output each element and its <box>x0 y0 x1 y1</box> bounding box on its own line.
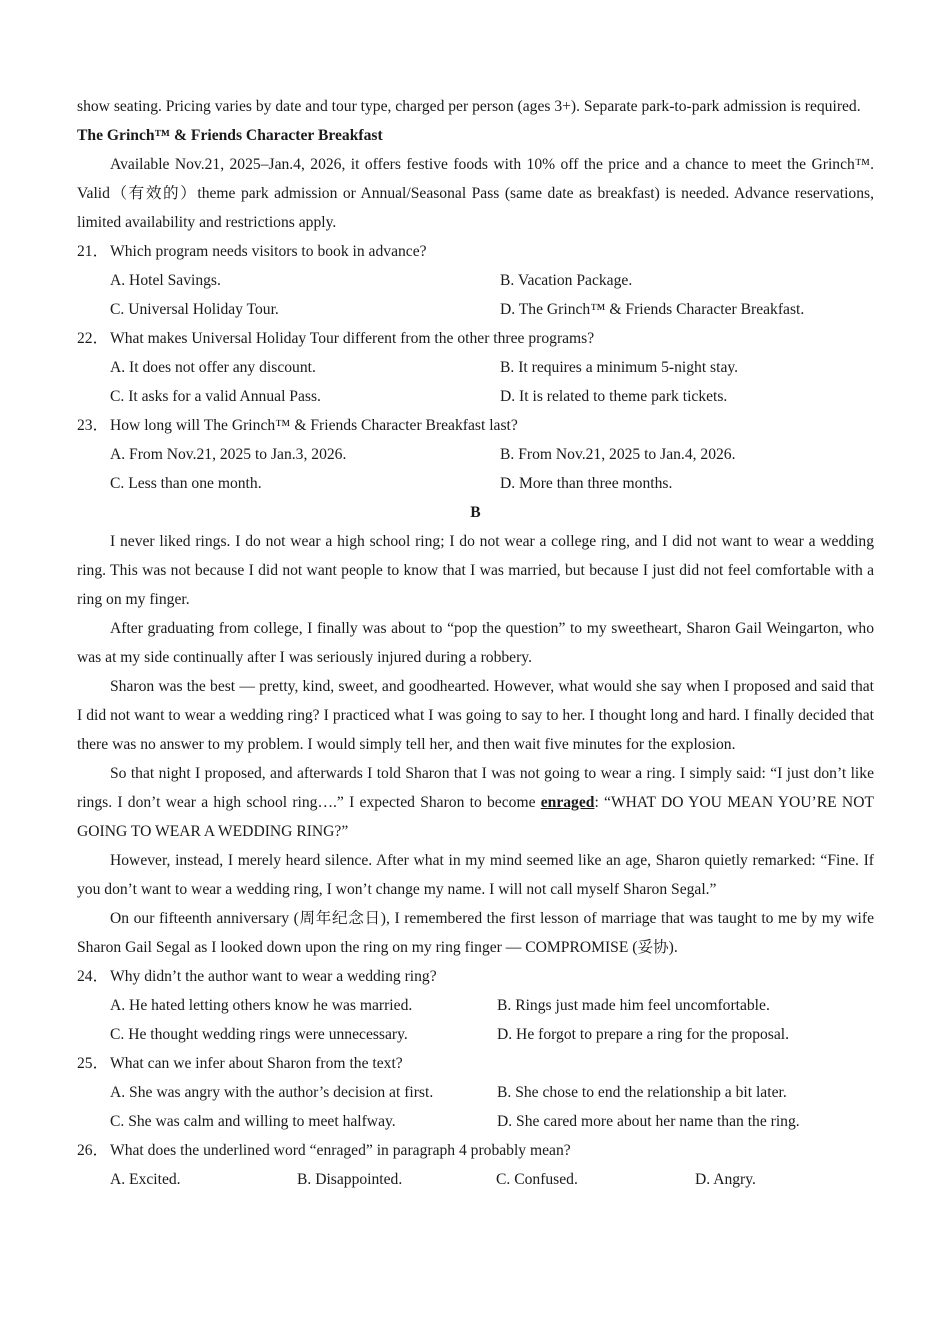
option-c: C. He thought wedding rings were unnecessary. <box>110 1026 408 1043</box>
option-a: A. She was angry with the author’s decision at first. <box>110 1084 434 1101</box>
passage-paragraph <box>77 759 874 846</box>
option-b: B. From Nov.21, 2025 to Jan.4, 2026. <box>500 446 736 463</box>
paragraph-text: : “WHAT DO YOU MEAN YOU’RE NOT GOING TO WEAR A WEDDING RING?” <box>77 794 874 840</box>
option-a: A. He hated letting others know he was married. <box>110 997 413 1014</box>
option-b: B. Disappointed. <box>297 1171 403 1188</box>
option-c: C. She was calm and willing to meet halfway. <box>110 1113 396 1130</box>
option-a: A. Excited. <box>110 1171 181 1188</box>
intro-tail: show seating. Pricing varies by date and tour type, charged per person (ages 3+). Separate park-to-park admission is required. <box>77 98 861 115</box>
passage-paragraph: Sharon was the best — pretty, kind, sweet, and goodhearted. However, what would she say when I proposed and said that I did not want to wear a wedding ring? I practiced what I was going to say to her. I thought long and hard. I finally decided that there was no answer to my problem. I would simply tell her, and then wait five minutes for the explosion. <box>77 678 874 753</box>
question-25 <box>77 1049 874 1136</box>
option-d: D. He forgot to prepare a ring for the proposal. <box>497 1026 790 1043</box>
passage-paragraph: After graduating from college, I finally was about to “pop the question” to my sweetheart, Sharon Gail Weingarton, who was at my side continually after I was seriously injured during a robbery. <box>77 620 874 666</box>
option-d: D. Angry. <box>695 1171 756 1188</box>
question-number: 25． <box>77 1055 109 1072</box>
question-stem: How long will The Grinch™ & Friends Character Breakfast last? <box>110 417 518 434</box>
grinch-text: Available Nov.21, 2025–Jan.4, 2026, it offers festive foods with 10% off the price and a chance to meet the Grinch™. Valid（有效的）theme park admission or Annual/Seasonal Pass (same date as breakfast) is needed. Advance reservations, limited availability and restrictions apply. <box>77 156 874 231</box>
option-d: D. The Grinch™ & Friends Character Breakfast. <box>500 301 805 318</box>
passage-paragraph: On our fifteenth anniversary (周年纪念日), I remembered the first lesson of marriage that was taught to me by my wife Sharon Gail Segal as I looked down upon the ring on my ring finger — COMPROMISE (妥协). <box>77 910 874 956</box>
question-number: 23． <box>77 417 109 434</box>
option-a: A. Hotel Savings. <box>110 272 221 289</box>
question-24 <box>77 962 874 1049</box>
paragraph-text: So that night I proposed, and afterwards I told Sharon that I was not going to wear a ring. I simply said: “I just don’t like rings. I don’t wear a high school ring….” I expected Sharon to become <box>77 765 874 811</box>
question-stem: Why didn’t the author want to wear a wedding ring? <box>110 968 437 985</box>
question-26 <box>77 1136 874 1194</box>
exam-page <box>77 92 874 1194</box>
option-c: C. Universal Holiday Tour. <box>110 301 279 318</box>
grinch-title: The Grinch™ & Friends Character Breakfast <box>77 127 383 144</box>
question-21 <box>77 237 874 324</box>
question-23 <box>77 411 874 498</box>
option-c: C. Confused. <box>496 1171 578 1188</box>
passage-paragraph: However, instead, I merely heard silence. After what in my mind seemed like an age, Sharon quietly remarked: “Fine. If you don’t want to wear a wedding ring, I won’t change my name. I will not call myself Sharon Segal.” <box>77 852 874 898</box>
option-d: D. More than three months. <box>500 475 673 492</box>
option-d: D. She cared more about her name than the ring. <box>497 1113 800 1130</box>
question-22 <box>77 324 874 411</box>
question-number: 22． <box>77 330 109 347</box>
section-label: B <box>470 504 481 521</box>
question-number: 21． <box>77 243 109 260</box>
option-b: B. She chose to end the relationship a bit later. <box>497 1084 787 1101</box>
question-number: 26． <box>77 1142 109 1159</box>
option-c: C. It asks for a valid Annual Pass. <box>110 388 321 405</box>
option-d: D. It is related to theme park tickets. <box>500 388 728 405</box>
question-stem: What makes Universal Holiday Tour different from the other three programs? <box>110 330 595 347</box>
question-stem: What can we infer about Sharon from the text? <box>110 1055 403 1072</box>
option-a: A. From Nov.21, 2025 to Jan.3, 2026. <box>110 446 347 463</box>
option-b: B. It requires a minimum 5-night stay. <box>500 359 739 376</box>
question-number: 24． <box>77 968 109 985</box>
question-stem: Which program needs visitors to book in advance? <box>110 243 427 260</box>
option-b: B. Vacation Package. <box>500 272 633 289</box>
passage-paragraph: I never liked rings. I do not wear a high school ring; I do not wear a college ring, and I did not want to wear a wedding ring. This was not because I did not want people to know that I was married, but because I just did not feel comfortable with a ring on my finger. <box>77 533 874 608</box>
question-stem: What does the underlined word “enraged” in paragraph 4 probably mean? <box>110 1142 571 1159</box>
underlined-word: enraged <box>540 794 595 811</box>
option-b: B. Rings just made him feel uncomfortable. <box>497 997 770 1014</box>
option-a: A. It does not offer any discount. <box>110 359 316 376</box>
option-c: C. Less than one month. <box>110 475 262 492</box>
